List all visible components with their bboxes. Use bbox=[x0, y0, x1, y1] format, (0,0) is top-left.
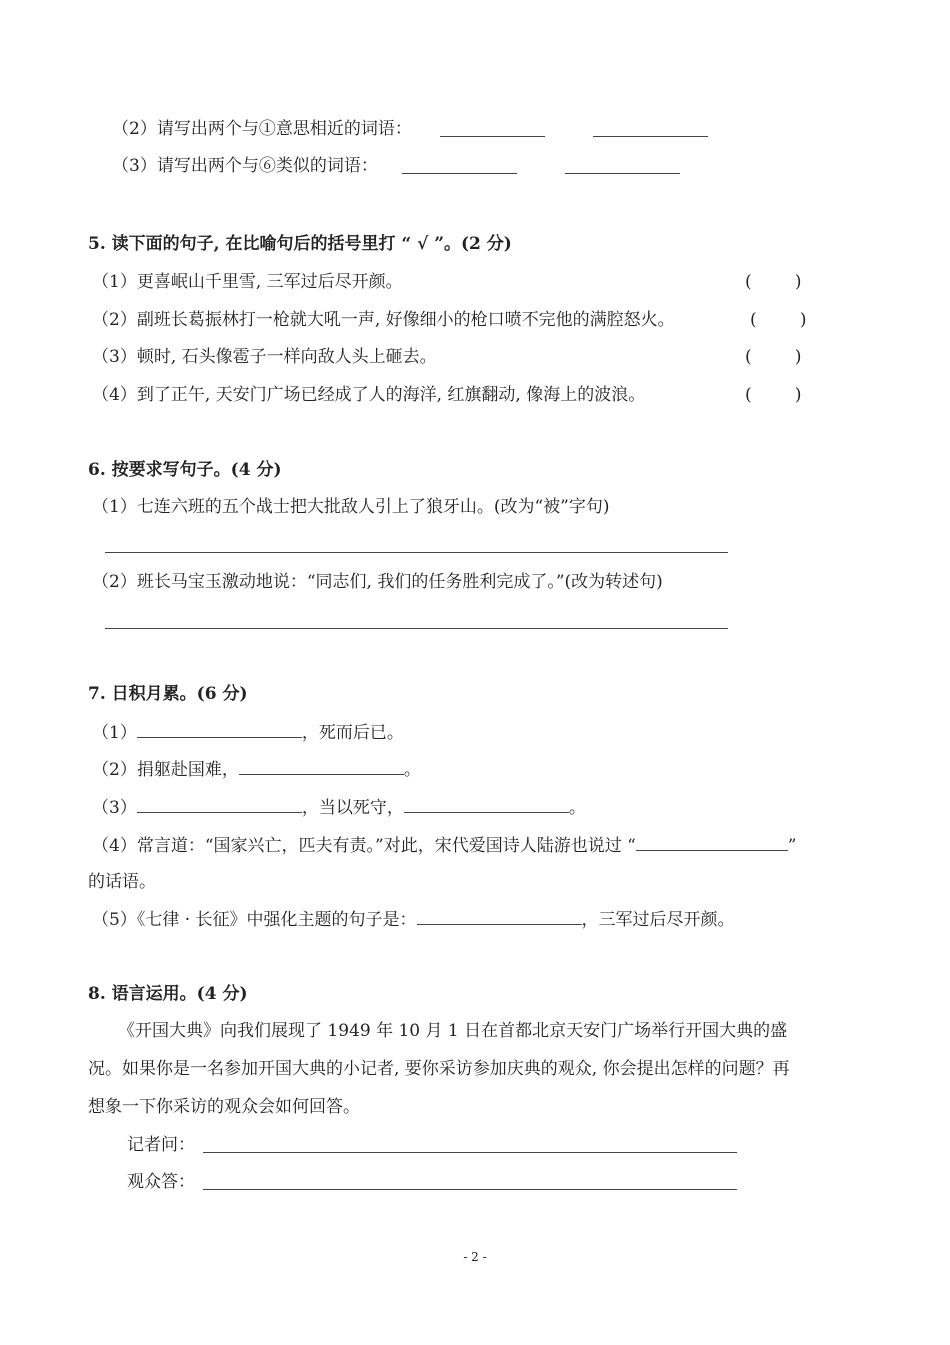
q7-title: 7. 日积月累。(6 分) bbox=[88, 684, 248, 704]
q8-title: 8. 语言运用。(4 分) bbox=[88, 984, 248, 1004]
q4-sub3-blank-2[interactable] bbox=[565, 173, 680, 174]
q5-answer-paren-1[interactable]: ( ) bbox=[745, 272, 802, 292]
q7-blank-3[interactable] bbox=[137, 796, 302, 813]
q4-sub2: （2）请写出两个与①意思相近的词语： bbox=[112, 119, 412, 139]
q7-line-3: （3） ，当以死守， 。 bbox=[92, 798, 586, 818]
q4-sub2-blank-1[interactable] bbox=[440, 136, 545, 137]
q6-item-2: （2）班长马宝玉激动地说：“同志们, 我们的任务胜利完成了。”(改为转述句) bbox=[92, 572, 663, 592]
q8-audience-label: 观众答： bbox=[127, 1172, 195, 1192]
q5-answer-paren-4[interactable]: ( ) bbox=[745, 385, 802, 405]
q7-line-5: （5）《七律 · 长征》中强化主题的句子是： ，三军过后尽开颜。 bbox=[92, 910, 735, 930]
q5-item-1: （1）更喜岷山千里雪, 三军过后尽开颜。 bbox=[92, 272, 403, 292]
q8-reporter-answer-line[interactable] bbox=[203, 1152, 737, 1153]
q6-title: 6. 按要求写句子。(4 分) bbox=[88, 460, 282, 480]
q5-answer-paren-2[interactable]: ( ) bbox=[750, 310, 807, 330]
q8-paragraph-line-3: 想象一下你采访的观众会如何回答。 bbox=[88, 1097, 360, 1117]
q7-blank-4[interactable] bbox=[404, 796, 569, 813]
page-number: - 2 - bbox=[463, 1250, 487, 1264]
q5-item-4: （4）到了正午, 天安门广场已经成了人的海洋, 红旗翻动, 像海上的波浪。 bbox=[92, 385, 646, 405]
q7-line-4: （4）常言道：“国家兴亡，匹夫有责。”对此，宋代爱国诗人陆游也说过 “ ” bbox=[92, 836, 797, 856]
q7-blank-2[interactable] bbox=[239, 758, 404, 775]
q7-blank-5[interactable] bbox=[636, 834, 788, 851]
q7-line-1: （1） ，死而后已。 bbox=[92, 723, 404, 743]
q8-audience-answer-line[interactable] bbox=[203, 1189, 737, 1190]
q7-blank-6[interactable] bbox=[417, 908, 582, 925]
q7-blank-1[interactable] bbox=[137, 721, 302, 738]
q4-sub3-blank-1[interactable] bbox=[402, 173, 517, 174]
q7-line-2: （2）捐躯赴国难， 。 bbox=[92, 760, 421, 780]
q5-title: 5. 读下面的句子, 在比喻句后的括号里打 “ √ ”。(2 分) bbox=[88, 234, 512, 254]
q4-sub3: （3）请写出两个与⑥类似的词语： bbox=[112, 156, 378, 176]
q5-item-3: （3）顿时, 石头像雹子一样向敌人头上砸去。 bbox=[92, 347, 437, 367]
q4-sub2-blank-2[interactable] bbox=[593, 136, 708, 137]
q6-answer-line-2[interactable] bbox=[105, 628, 728, 629]
q8-paragraph-line-2: 况。如果你是一名参加开国大典的小记者, 要你采访参加庆典的观众, 你会提出怎样的问题？再 bbox=[88, 1059, 790, 1079]
q8-paragraph-line-1: 《开国大典》向我们展现了 1949 年 10 月 1 日在首都北京天安门广场举行开国大典的盛 bbox=[118, 1021, 788, 1041]
q5-answer-paren-3[interactable]: ( ) bbox=[745, 347, 802, 367]
q8-reporter-label: 记者问： bbox=[127, 1135, 195, 1155]
q6-answer-line-1[interactable] bbox=[105, 552, 728, 553]
q5-item-2: （2）副班长葛振林打一枪就大吼一声, 好像细小的枪口喷不完他的满腔怒火。 bbox=[92, 310, 675, 330]
q7-line-4-cont: 的话语。 bbox=[88, 872, 156, 892]
q6-item-1: （1）七连六班的五个战士把大批敌人引上了狼牙山。(改为“被”字句) bbox=[92, 497, 610, 517]
